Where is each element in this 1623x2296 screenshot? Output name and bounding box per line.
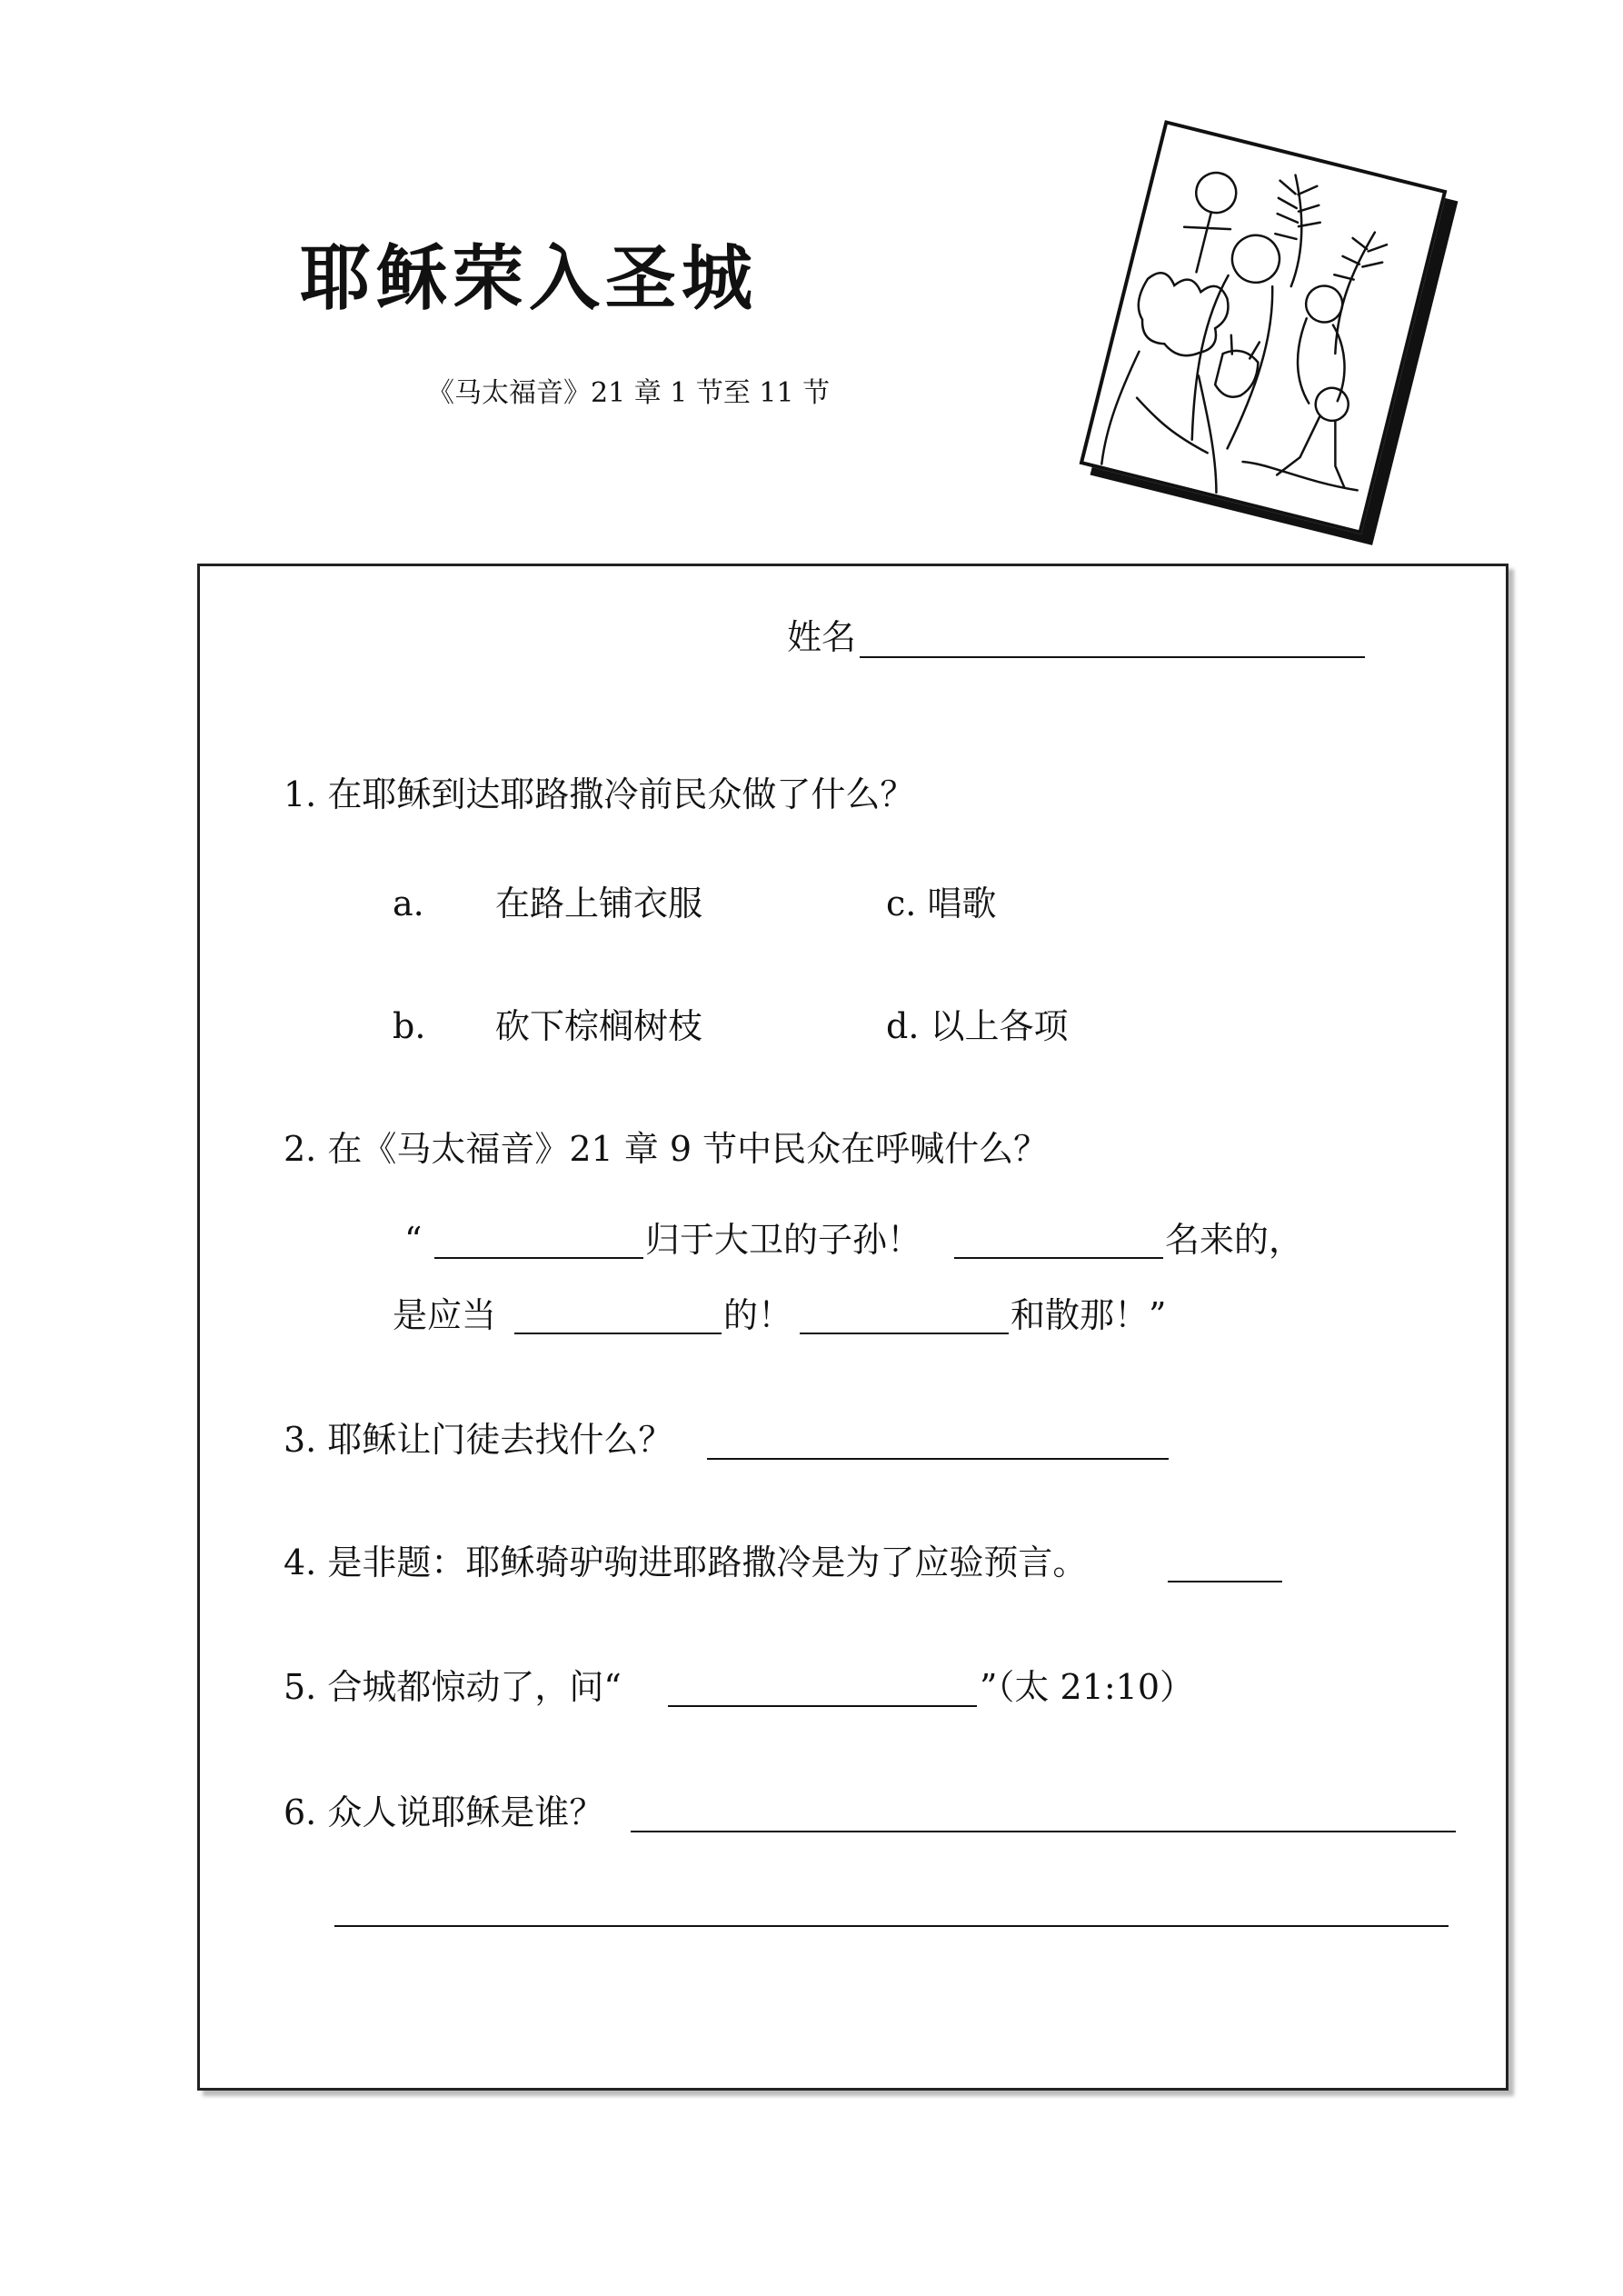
page-title: 耶稣荣入圣城 (300, 238, 759, 320)
question-5-after: ”（太 21:10） (980, 1667, 1195, 1707)
question-4: 4. 是非题：耶稣骑驴驹进耶路撒冷是为了应验预言。 (284, 1542, 1088, 1582)
option-c[interactable]: c. 唱歌 (886, 883, 997, 923)
illustration-card (1080, 120, 1448, 534)
palm-sunday-crowd-illustration (1081, 127, 1445, 527)
blank-4[interactable] (1168, 1548, 1282, 1582)
question-3: 3. 耶稣让门徒去找什么？ (284, 1420, 673, 1460)
question-2: 2. 在《马太福音》21 章 9 节中民众在呼喊什么？ (284, 1129, 1049, 1169)
question-1: 1. 在耶稣到达耶路撒冷前民众做了什么？ (284, 774, 915, 814)
option-a-text[interactable]: 在路上铺衣服 (495, 883, 703, 923)
blank-6-line-1[interactable] (631, 1798, 1456, 1832)
scripture-reference: 《马太福音》21 章 1 节至 11 节 (427, 377, 831, 409)
option-b-letter[interactable]: b. (393, 1006, 426, 1046)
blank-2-1[interactable] (434, 1224, 643, 1259)
q2-segment-5: 和散那！” (1011, 1295, 1167, 1335)
blank-5[interactable] (668, 1672, 977, 1707)
option-d[interactable]: d. 以上各项 (886, 1006, 1069, 1046)
blank-2-2[interactable] (954, 1224, 1163, 1259)
option-b-text[interactable]: 砍下棕榈树枝 (495, 1006, 703, 1046)
blank-6-line-2[interactable] (334, 1892, 1449, 1927)
q2-segment-1: 归于大卫的子孙！ (645, 1220, 922, 1260)
name-label: 姓名 (787, 617, 857, 657)
question-5-before: 5. 合城都惊动了，问“ (284, 1667, 622, 1707)
q2-segment-4: 的！ (723, 1295, 793, 1335)
q2-segment-2: 名来的， (1165, 1220, 1304, 1260)
quote-open: “ (404, 1220, 423, 1260)
q2-segment-3: 是应当 (393, 1295, 497, 1335)
question-6: 6. 众人说耶稣是谁？ (284, 1792, 604, 1832)
blank-3[interactable] (707, 1425, 1169, 1460)
blank-2-4[interactable] (800, 1300, 1009, 1334)
option-a-letter[interactable]: a. (393, 883, 424, 923)
blank-2-3[interactable] (514, 1300, 722, 1334)
name-blank[interactable] (860, 624, 1365, 658)
